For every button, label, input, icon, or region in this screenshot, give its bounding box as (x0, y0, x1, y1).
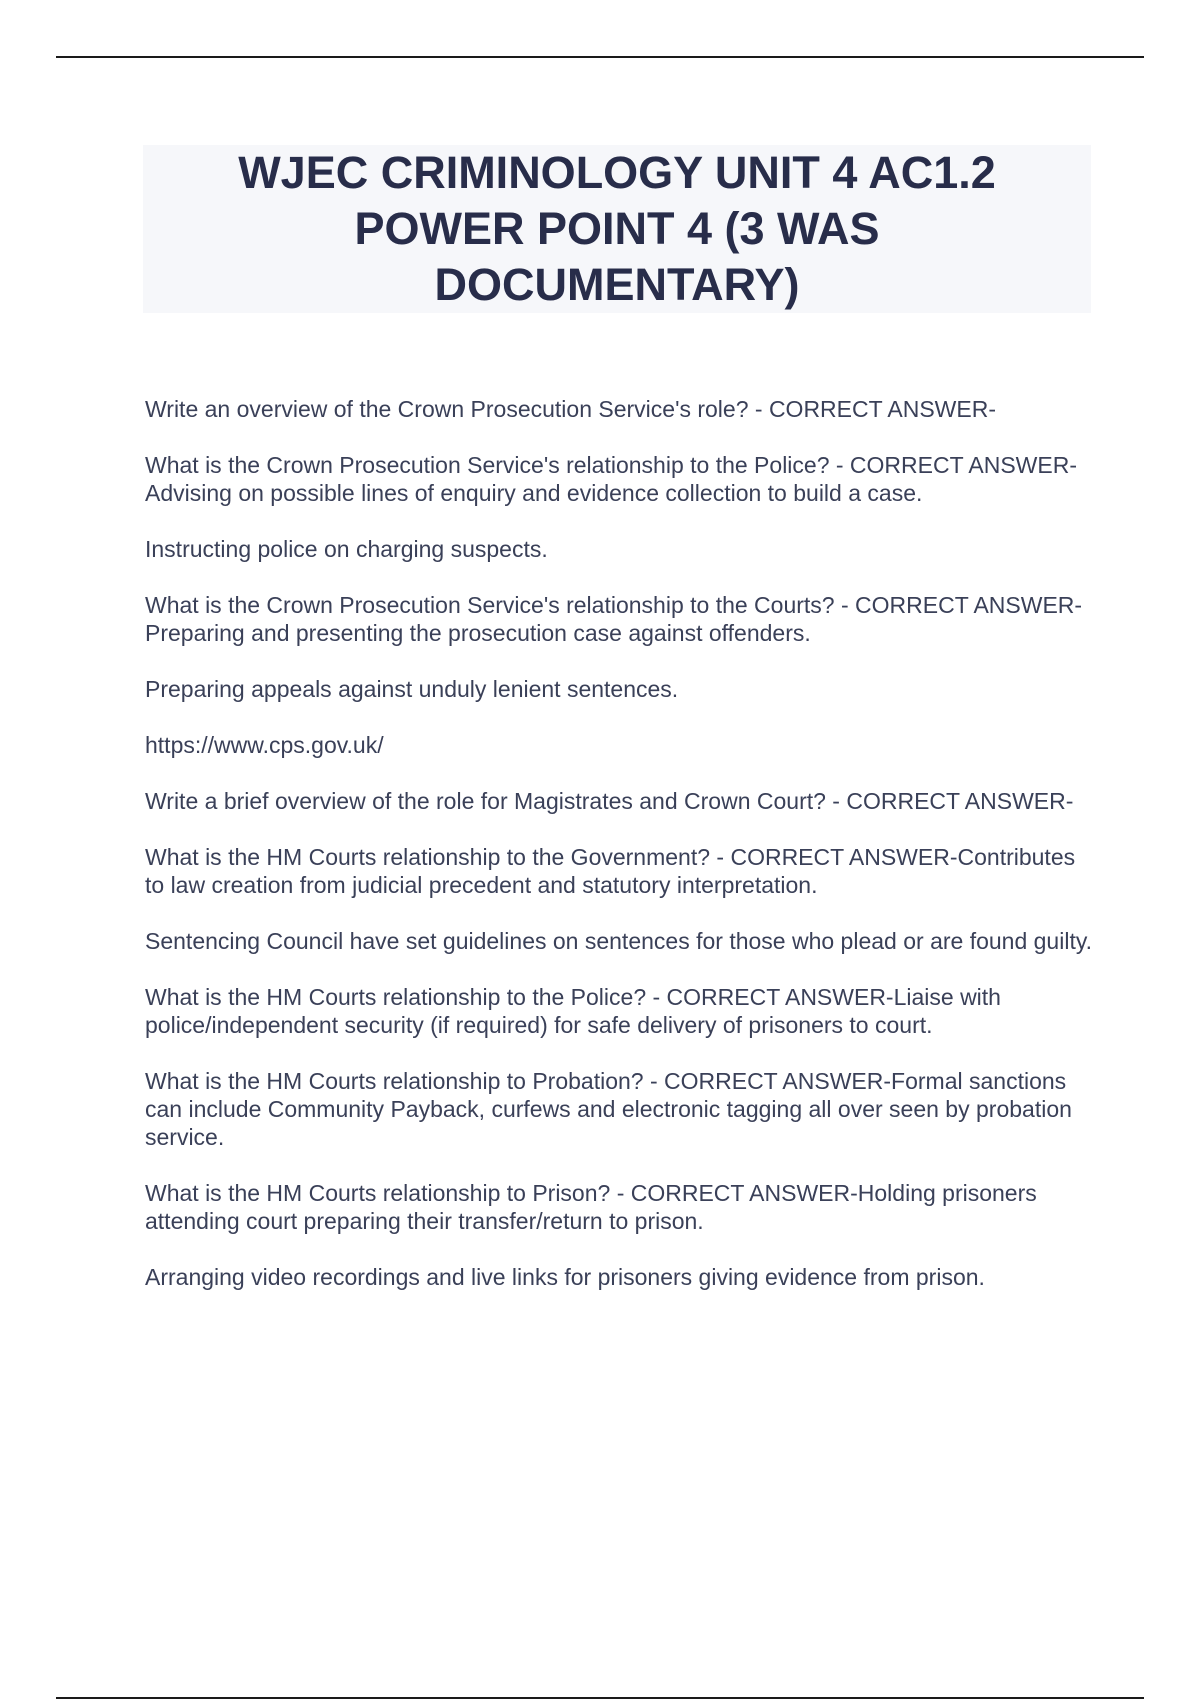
paragraph: What is the HM Courts relationship to Prison? - CORRECT ANSWER-Holding prisoners attending court preparing their transfer/return to prison. (145, 1180, 1037, 1234)
bottom-divider (56, 1697, 1144, 1699)
paragraph: Instructing police on charging suspects. (145, 536, 548, 562)
paragraph: Arranging video recordings and live links for prisoners giving evidence from prison. (145, 1264, 985, 1290)
paragraph: Sentencing Council have set guidelines on sentences for those who plead or are found guilty. (145, 928, 1093, 954)
top-divider (56, 56, 1144, 58)
document-title: WJEC CRIMINOLOGY UNIT 4 AC1.2 POWER POINT 4 (3 WAS DOCUMENTARY) (238, 147, 996, 310)
title-banner (143, 145, 1091, 313)
document-body (145, 395, 1095, 1319)
paragraph: What is the HM Courts relationship to the Government? - CORRECT ANSWER-Contributes to law creation from judicial precedent and statutory interpretation. (145, 844, 1076, 898)
paragraph: Write an overview of the Crown Prosecution Service's role? - CORRECT ANSWER- (145, 396, 996, 422)
paragraph: What is the Crown Prosecution Service's relationship to the Police? - CORRECT ANSWER-Advising on possible lines of enquiry and evidence collection to build a case. (145, 452, 1077, 506)
url-text: https://www.cps.gov.uk/ (145, 732, 384, 758)
paragraph: What is the HM Courts relationship to the Police? - CORRECT ANSWER-Liaise with police/independent security (if required) for safe delivery of prisoners to court. (145, 984, 1001, 1038)
paragraph: What is the HM Courts relationship to Probation? - CORRECT ANSWER-Formal sanctions can include Community Payback, curfews and electronic tagging all over seen by probation service. (145, 1068, 1072, 1150)
paragraph: What is the Crown Prosecution Service's relationship to the Courts? - CORRECT ANSWER-Preparing and presenting the prosecution case against offenders. (145, 592, 1083, 646)
paragraph: Preparing appeals against unduly lenient sentences. (145, 676, 679, 702)
paragraph: Write a brief overview of the role for Magistrates and Crown Court? - CORRECT ANSWER- (145, 788, 1074, 814)
